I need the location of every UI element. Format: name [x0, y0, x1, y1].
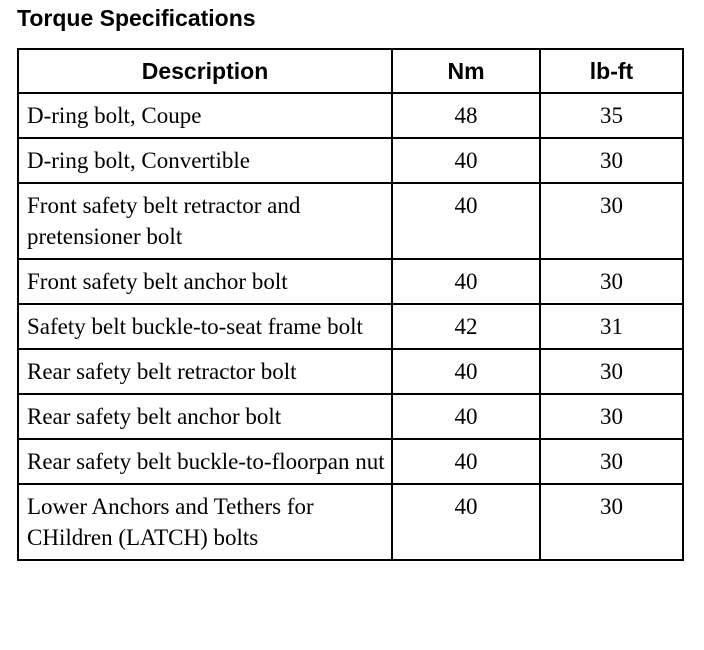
- cell-description: Rear safety belt anchor bolt: [18, 394, 392, 439]
- cell-nm: 40: [392, 259, 540, 304]
- cell-description: Lower Anchors and Tethers for CHildren (LATCH) bolts: [18, 484, 392, 560]
- table-row: [18, 349, 683, 394]
- table-row: [18, 138, 683, 183]
- cell-description: Rear safety belt buckle-to-floorpan nut: [18, 439, 392, 484]
- table-row: [18, 259, 683, 304]
- cell-nm: 40: [392, 484, 540, 560]
- cell-lb-ft: 31: [540, 304, 683, 349]
- cell-lb-ft: 30: [540, 394, 683, 439]
- column-header-lb-ft: lb-ft: [540, 49, 683, 93]
- table-row: [18, 394, 683, 439]
- cell-nm: 40: [392, 349, 540, 394]
- table-row: [18, 304, 683, 349]
- table-row: [18, 93, 683, 138]
- torque-spec-table: [17, 48, 684, 561]
- cell-nm: 48: [392, 93, 540, 138]
- table-row: [18, 183, 683, 259]
- cell-lb-ft: 30: [540, 183, 683, 259]
- page-title: Torque Specifications: [17, 5, 256, 31]
- cell-description: Front safety belt retractor and pretensioner bolt: [18, 183, 392, 259]
- cell-lb-ft: 30: [540, 439, 683, 484]
- cell-description: Front safety belt anchor bolt: [18, 259, 392, 304]
- cell-nm: 40: [392, 183, 540, 259]
- column-header-nm: Nm: [392, 49, 540, 93]
- cell-description: D-ring bolt, Coupe: [18, 93, 392, 138]
- cell-description: Rear safety belt retractor bolt: [18, 349, 392, 394]
- cell-lb-ft: 30: [540, 259, 683, 304]
- column-header-description: Description: [18, 49, 392, 93]
- cell-description: D-ring bolt, Convertible: [18, 138, 392, 183]
- cell-nm: 40: [392, 394, 540, 439]
- cell-nm: 42: [392, 304, 540, 349]
- cell-lb-ft: 30: [540, 484, 683, 560]
- cell-lb-ft: 30: [540, 138, 683, 183]
- cell-lb-ft: 35: [540, 93, 683, 138]
- cell-lb-ft: 30: [540, 349, 683, 394]
- table-header-row: [18, 49, 683, 93]
- cell-nm: 40: [392, 138, 540, 183]
- cell-description: Safety belt buckle-to-seat frame bolt: [18, 304, 392, 349]
- table-row: [18, 439, 683, 484]
- table-row: [18, 484, 683, 560]
- cell-nm: 40: [392, 439, 540, 484]
